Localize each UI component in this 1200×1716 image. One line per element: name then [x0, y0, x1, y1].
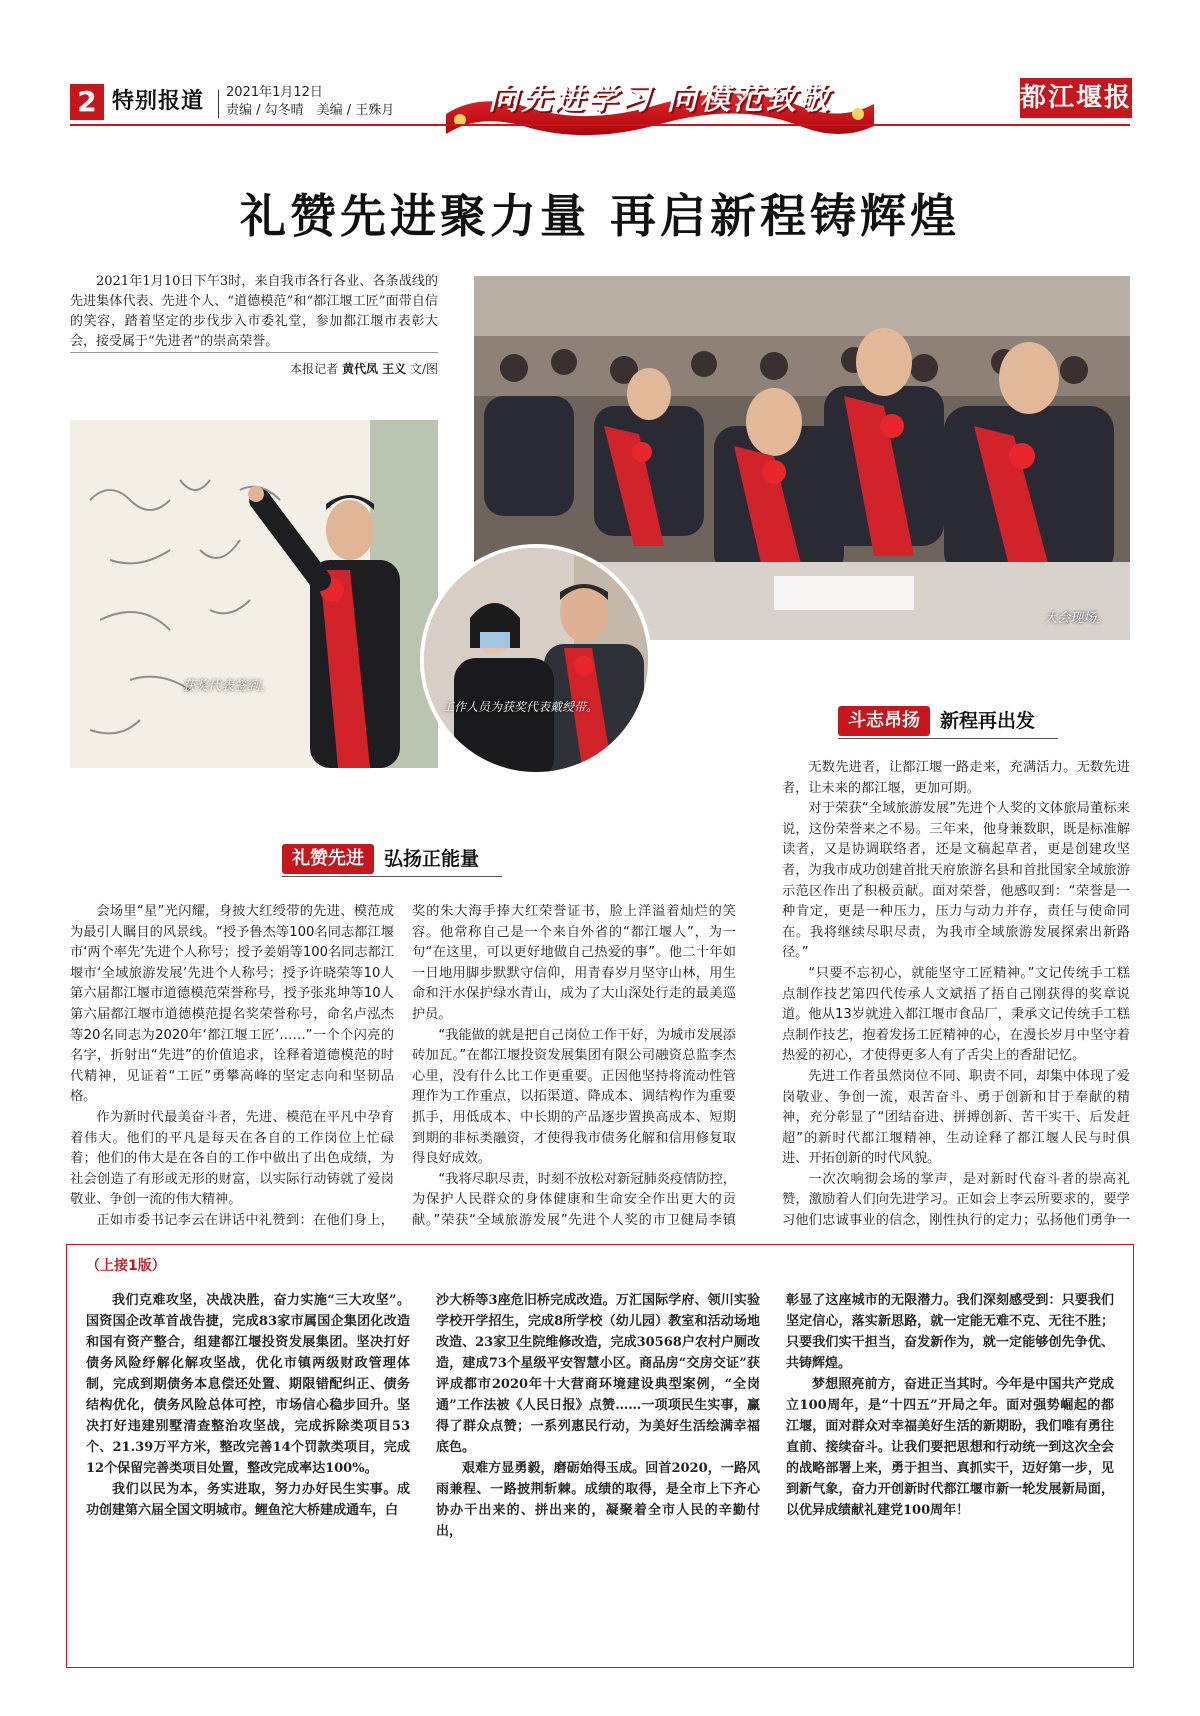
paragraph: “只要不忘初心，就能坚守工匠精神。”文记传统手工糕点制作技艺第四代传承人文斌捂了捂自己刚获得的奖章说道。他从13岁就进入都江堰市食品厂，秉承文记传统手工糕点制作技艺，抱着发扬工匠精神的心，在漫长岁月中坚守着热爱的初心，才使得更多人有了舌尖上的香甜记忆。 — [782, 965, 1130, 1064]
continued-column-3 — [786, 1290, 1114, 1660]
paragraph: 对于荣获“全域旅游发展”先进个人奖的文体旅局董标来说，这份荣誉来之不易。三年来，他身兼数职，既是标准解读者，又是协调联络者，还是文稿起草者，更是创建攻坚者，为我市成功创建首批天府旅游名县和首批国家全域旅游示范区作出了积极贡献。面对荣誉，他感叹到：“荣誉是一种肯定，更是一种压力，压力与动力并存，责任与使命同在。我将继续尽职尽责，为我市全域旅游发展探索出新路径。” — [782, 801, 1130, 961]
lead-divider — [70, 352, 438, 353]
sash-caption: 工作人员为获奖代表戴绶带。 — [442, 700, 599, 714]
editors-credit: 责编 / 勾冬晴 美编 / 王殊月 — [226, 103, 395, 118]
paragraph: 无数先进者，让都江堰一路走来，充满活力。无数先进者，让未来的都江堰，更加可期。 — [782, 760, 1130, 796]
subhead-honor — [282, 842, 479, 876]
continued-column-2 — [436, 1290, 760, 1660]
paragraph: 作为新时代最美奋斗者，先进、模范在平凡中孕育着伟大。他们的平凡是每天在各自的工作岗位上忙碌着；他们的伟大是在各自的工作中做出了出色成绩，为社会创造了有形或无形的财富，以实际行动铸就了爱岗敬业、争创一流的伟大精神。 — [70, 1109, 394, 1208]
subhead-spirit — [838, 704, 1035, 738]
paragraph: 我们以民为本，务实进取，努力办好民生实事。成功创建第六届全国文明城市。鲤鱼沱大桥建成通车，白 — [86, 1482, 410, 1518]
paragraph: 奖的朱大海手捧大红荣誉证书，脸上洋溢着灿烂的笑容。他常称自己是一个来自外省的“都江堰人”，为一句“在这里，可以更好地做自己热爱的事”。他二十年如一日地用脚步默默守信仰，用青春岁月坚守山林，用生命和汗水保护绿水青山，成为了大山深处行走的最美巡护员。 — [412, 904, 736, 1022]
subhead-honor-text: 弘扬正能量 — [384, 848, 480, 870]
subhead-spirit-rule — [838, 738, 1058, 739]
subhead-honor-tag: 礼赞先进 — [282, 844, 374, 874]
newspaper-logo: 都江堰报 — [1020, 78, 1132, 118]
paragraph: 梦想照亮前方，奋进正当其时。今年是中国共产党成立100周年，是“十四五”开局之年。面对强势崛起的都江堰，面对群众对幸福美好生活的新期盼，我们唯有勇往直前、接续奋斗。让我们要把思想和行动统一到这次全会的战略部署上来，勇于担当、真抓实干，迈好第一步，见到新气象，奋力开创新时代都江堰市新一轮发展新局面，以优异成绩献礼建党100周年！ — [786, 1377, 1114, 1518]
paragraph: 艰难方显勇毅，磨砺始得玉成。回首2020，一路风雨兼程、一路披荆斩棘。成绩的取得，是全市上下齐心协办干出来的、拼出来的，凝聚着全市人民的辛勤付出， — [436, 1461, 760, 1539]
paragraph: 先进工作者虽然岗位不同、职责不同，却集中体现了爱岗敬业、争创一流，艰苦奋斗、勇于创新和甘于奉献的精神，充分彰显了“团结奋进、拼搏创新、苦干实干、后发赶超”的新时代都江堰精神，生动诠释了都江堰人民与时俱进、开拓创新的时代风貌。 — [782, 1068, 1130, 1167]
section-title: 特别报道 — [112, 89, 205, 114]
header-rule — [70, 124, 1130, 126]
paragraph: 沙大桥等3座危旧桥完成改造。万汇国际学府、领川实验学校开学招生，完成8所学校（幼儿园）教室和活动场地改造、23家卫生院维修改造，完成30568户农村户厕改造，建成73个星级平安智慧小区。商品房“交房交证”获评成都市2020年十大营商环境建设典型案例，“全岗通”工作法被《人民日报》点赞……一项项民生实事，赢得了群众点赞；一系列惠民行动，为美好生活绘满幸福底色。 — [436, 1293, 760, 1455]
paragraph: 我们克难攻坚，决战决胜，奋力实施“三大攻坚”。国资国企改革首战告捷，完成83家市属国企集团化改造和国有资产整合，组建都江堰投资发展集团。坚决打好债务风险纾解化解攻坚战，优化市镇两级财政管理体制，完成到期债务本息偿还处置、期限错配纠正、债务结构优化，债务风险总体可控，市场信心稳步回升。坚决打好违建别墅清查整治攻坚战，完成拆除类项目53个、21.39万平方米，整改完善14个罚款类项目，完成12个保留完善类项目处置，整改完成率达100%。 — [86, 1293, 410, 1476]
issue-date: 2021年1月12日 — [226, 85, 323, 100]
meeting-caption: 大会现场。 — [1044, 611, 1110, 626]
byline-suffix: 文/图 — [409, 362, 438, 376]
byline — [150, 360, 438, 378]
subhead-honor-rule — [282, 876, 502, 877]
subhead-spirit-tag: 斗志昂扬 — [838, 706, 930, 736]
article-column-2 — [412, 902, 736, 1232]
paragraph: 会场里“星”光闪耀，身披大红绶带的先进、模范成为最引人瞩目的风景线。“授予鲁杰等100名同志都江堰市‘两个率先’先进个人称号；授予姜娟等100名同志都江堰市‘全域旅游发展’先进个人称号；授予许晓荣等10人第六届都江堰市道德模范荣誉称号，授予张兆坤等10人第六届都江堰市道德模范提名奖荣誉称号，命名卢泓杰等20名同志为2020年‘都江堰工匠’……”一个个闪亮的名字，折射出“先进”的价值追求，诠释着道德模范的时代精神，见证着“工匠”勇攀高峰的坚定志向和坚韧品格。 — [70, 904, 394, 1105]
slogan-banner — [440, 74, 880, 142]
paragraph: 一次次响彻会场的掌声，是对新时代奋斗者的崇高礼赞，激励着人们向先进学习。正如会上李云所要求的，要学习他们忠诚事业的信念，刚性执行的定力；弘扬他们勇争一 — [782, 1171, 1130, 1229]
article-column-3 — [782, 758, 1130, 1232]
header-separator — [218, 90, 219, 118]
byline-prefix: 本报记者 — [290, 362, 339, 376]
paragraph: “我能做的就是把自己岗位工作干好，为城市发展添砖加瓦。”在都江堰投资发展集团有限公司融资总监李杰心里，没有什么比工作更重要。正因他坚持将流动性管理作为工作重点，以拓渠道、降成本、调结构作为重要抓手，用低成本、中长期的产品逐步置换高成本、短期到期的非标类融资，才使得我市债务化解和信用修复取得良好成效。 — [412, 1027, 736, 1167]
paragraph: 彰显了这座城市的无限潜力。我们深刻感受到：只要我们坚定信心，落实新思路，就一定能无难不克、无往不胜；只要我们实干担当，奋发新作为，就一定能够创先争优、共铸辉煌。 — [786, 1293, 1114, 1371]
signing-photo — [70, 420, 438, 768]
banner-text: 向先进学习 向模范致敬 — [488, 82, 832, 117]
byline-names: 黄代凤 王义 — [341, 362, 407, 376]
paragraph: “我将尽职尽责，时刻不放松对新冠肺炎疫情防控，为保护人民群众的身体健康和生命安全作出更大的贡献。”荣获“全域旅游发展”先进个人奖的市卫健局李镇 — [412, 1171, 736, 1228]
signing-caption: 获奖代表签到。 — [182, 679, 274, 694]
sash-photo — [420, 544, 652, 776]
continued-label: （上接1版） — [86, 1258, 166, 1274]
main-headline: 礼赞先进聚力量 再启新程铸辉煌 — [239, 189, 960, 243]
article-column-1 — [70, 902, 394, 1232]
paragraph: 正如市委书记李云在讲话中礼赞到：在他们身上， — [96, 1212, 394, 1228]
page-number: 2 — [70, 84, 104, 120]
continued-column-1 — [86, 1290, 410, 1660]
subhead-spirit-text: 新程再出发 — [940, 710, 1036, 732]
lead-paragraph: 2021年1月10日下午3时，来自我市各行各业、各条战线的先进集体代表、先进个人、“道德模范”和“都江堰工匠”面带自信的笑容，踏着坚定的步伐步入市委礼堂，参加都江堰市表彰大会，接受属于“先进者”的崇高荣誉。 — [70, 274, 438, 349]
